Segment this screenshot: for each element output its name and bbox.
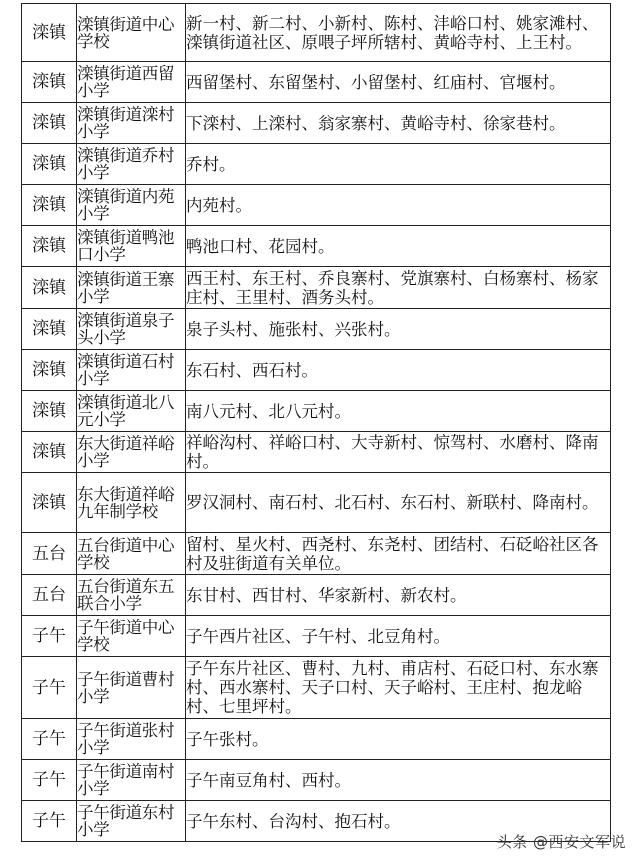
town-cell: 滦镇 xyxy=(22,185,77,226)
villages-cell: 子午西片社区、子午村、北豆角村。 xyxy=(186,616,611,657)
villages-cell: 子午张村。 xyxy=(186,719,611,760)
school-cell: 滦镇街道泉子头小学 xyxy=(77,309,186,350)
school-cell: 滦镇街道北八元小学 xyxy=(77,391,186,432)
table-row xyxy=(22,432,611,473)
villages-cell: 泉子头村、施张村、兴张村。 xyxy=(186,309,611,350)
school-cell: 子午街道张村小学 xyxy=(77,719,186,760)
school-cell: 五台街道中心学校 xyxy=(77,533,186,575)
school-cell: 子午街道南村小学 xyxy=(77,760,186,801)
villages-cell: 祥峪沟村、祥峪口村、大寺新村、惊驾村、水磨村、降南村。 xyxy=(186,432,611,473)
school-cell: 东大街道祥峪小学 xyxy=(77,432,186,473)
town-cell: 子午 xyxy=(22,719,77,760)
school-cell: 滦镇街道内苑小学 xyxy=(77,185,186,226)
table-row xyxy=(22,62,611,103)
table-row xyxy=(22,391,611,432)
villages-cell: 东石村、西石村。 xyxy=(186,350,611,391)
table-row xyxy=(22,103,611,144)
villages-cell: 留村、星火村、西尧村、东尧村、团结村、石砭峪社区各村及驻街道有关单位。 xyxy=(186,533,611,575)
villages-cell: 西王村、东王村、乔良寨村、党旗寨村、白杨寨村、杨家庄村、王里村、酒务头村。 xyxy=(186,267,611,309)
town-cell: 滦镇 xyxy=(22,350,77,391)
villages-cell: 西留堡村、东留堡村、小留堡村、红庙村、官堰村。 xyxy=(186,62,611,103)
school-cell: 子午街道曹村小学 xyxy=(77,657,186,719)
villages-cell: 子午东片社区、曹村、九村、甫店村、石砭口村、东水寨村、西水寨村、天子口村、天子峪村、王庄村、抱龙峪村、七里坪村。 xyxy=(186,657,611,719)
watermark-text: 头条 @西安文军说 xyxy=(496,833,626,851)
school-cell: 滦镇街道中心学校 xyxy=(77,4,186,62)
table-row xyxy=(22,267,611,309)
table-row xyxy=(22,309,611,350)
table-row xyxy=(22,473,611,533)
table-row xyxy=(22,533,611,575)
town-cell: 子午 xyxy=(22,616,77,657)
town-cell: 子午 xyxy=(22,801,77,842)
villages-cell: 鸭池口村、花园村。 xyxy=(186,226,611,267)
school-cell: 滦镇街道乔村小学 xyxy=(77,144,186,185)
villages-cell: 新一村、新二村、小新村、陈村、沣峪口村、姚家滩村、滦镇街道社区、原喂子坪所辖村、黄峪寺村、上王村。 xyxy=(186,4,611,62)
table-row xyxy=(22,350,611,391)
school-cell: 滦镇街道石村小学 xyxy=(77,350,186,391)
town-cell: 滦镇 xyxy=(22,4,77,62)
town-cell: 滦镇 xyxy=(22,267,77,309)
town-cell: 五台 xyxy=(22,533,77,575)
table-row xyxy=(22,657,611,719)
villages-cell: 子午东村、台沟村、抱石村。 xyxy=(186,801,611,842)
school-cell: 滦镇街道西留小学 xyxy=(77,62,186,103)
town-cell: 滦镇 xyxy=(22,103,77,144)
town-cell: 滦镇 xyxy=(22,226,77,267)
school-cell: 子午街道东村小学 xyxy=(77,801,186,842)
villages-cell: 内苑村。 xyxy=(186,185,611,226)
school-cell: 子午街道中心学校 xyxy=(77,616,186,657)
table-row xyxy=(22,760,611,801)
table-row xyxy=(22,719,611,760)
school-cell: 五台街道东五联合小学 xyxy=(77,575,186,616)
villages-cell: 下滦村、上滦村、翁家寨村、黄峪寺村、徐家巷村。 xyxy=(186,103,611,144)
villages-cell: 南八元村、北八元村。 xyxy=(186,391,611,432)
town-cell: 滦镇 xyxy=(22,432,77,473)
town-cell: 子午 xyxy=(22,657,77,719)
town-cell: 五台 xyxy=(22,575,77,616)
school-cell: 滦镇街道鸭池口小学 xyxy=(77,226,186,267)
villages-cell: 乔村。 xyxy=(186,144,611,185)
town-cell: 子午 xyxy=(22,760,77,801)
table-row xyxy=(22,575,611,616)
town-cell: 滦镇 xyxy=(22,144,77,185)
villages-cell: 东甘村、西甘村、华家新村、新农村。 xyxy=(186,575,611,616)
school-district-table xyxy=(21,3,611,842)
table-row xyxy=(22,144,611,185)
villages-cell: 子午南豆角村、西村。 xyxy=(186,760,611,801)
table-row xyxy=(22,185,611,226)
town-cell: 滦镇 xyxy=(22,309,77,350)
school-cell: 滦镇街道滦村小学 xyxy=(77,103,186,144)
town-cell: 滦镇 xyxy=(22,473,77,533)
school-cell: 滦镇街道王寨小学 xyxy=(77,267,186,309)
table-row xyxy=(22,616,611,657)
town-cell: 滦镇 xyxy=(22,62,77,103)
table-row xyxy=(22,4,611,62)
school-cell: 东大街道祥峪九年制学校 xyxy=(77,473,186,533)
town-cell: 滦镇 xyxy=(22,391,77,432)
villages-cell: 罗汉洞村、南石村、北石村、东石村、新联村、降南村。 xyxy=(186,473,611,533)
table-row xyxy=(22,226,611,267)
